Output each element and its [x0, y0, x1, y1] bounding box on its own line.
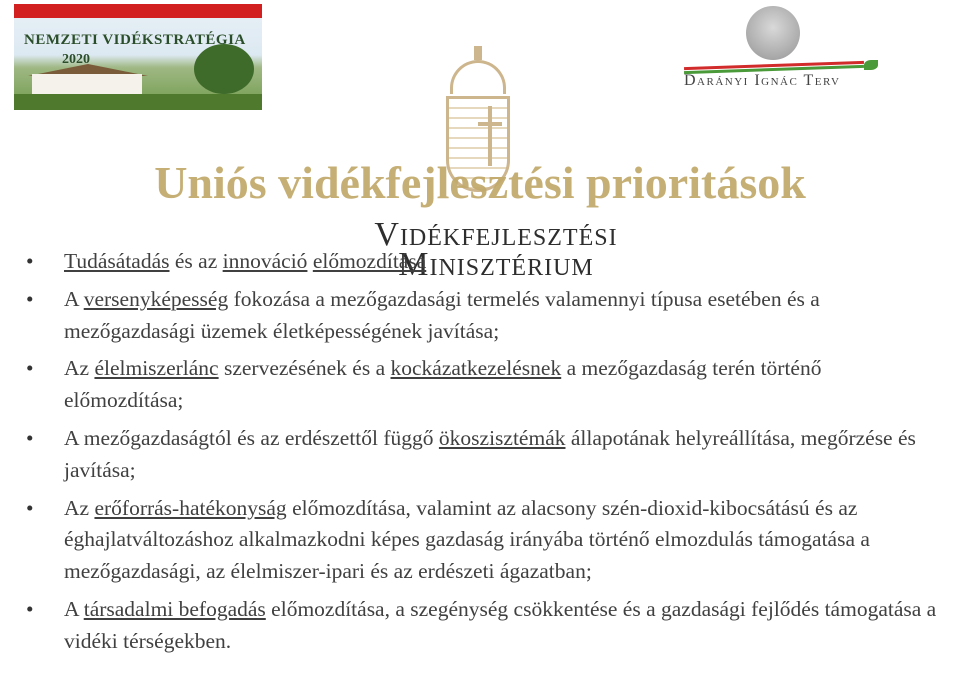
item-text: állapotának helyreállítása, megőrzése és javítása; — [64, 425, 916, 482]
bullet: • — [26, 495, 34, 520]
daranyi-ignac-terv-logo — [676, 6, 896, 92]
priority-list — [26, 246, 946, 664]
bullet: • — [26, 425, 34, 450]
underlined-term: innováció — [222, 249, 308, 273]
item-text: A — [64, 596, 84, 621]
ministry-line2: Minisztérium — [398, 246, 594, 283]
underlined-term: előmozdítása — [312, 249, 427, 273]
item-text: A mezőgazdaságtól és az erdészettől függő — [64, 425, 439, 450]
underlined-term: kockázatkezelésnek — [390, 356, 562, 381]
item-text: fokozása a mezőgazdasági termelés valamennyi típusa esetében és a mezőgazdasági üzemek életképességének javítása; — [64, 286, 820, 343]
item-text: előmozdítása, valamint az alacsony szén-dioxid-kibocsátású és az éghajlatváltozáshoz alkalmazkodni képes gazdaság irányába történő elmozdulás támogatása a mezőgazdasági, az élelmiszer-ipari és az erdészeti ágazatban; — [64, 495, 870, 584]
item-text: a mezőgazdaság terén történő előmozdítása; — [64, 356, 822, 413]
list-item — [26, 423, 946, 487]
underlined-term: Tudásátadás — [64, 249, 170, 273]
logo-line1: NEMZETI VIDÉKSTRATÉGIA — [24, 32, 246, 48]
logo-tree — [194, 44, 254, 94]
list-item — [26, 594, 946, 658]
logo-grass — [14, 94, 262, 110]
shield-cross-horizontal — [478, 122, 502, 126]
underlined-term: társadalmi befogadás — [83, 596, 266, 621]
list-item — [26, 353, 946, 417]
slide-title: Uniós vidékfejlesztési prioritások — [154, 157, 806, 208]
item-text: előmozdítása, a szegénység csökkentése és a gazdasági fejlődés támogatása a vidéki térségekben. — [64, 596, 937, 653]
leaf-icon — [864, 60, 878, 70]
item-text: szervezésének és a — [218, 356, 391, 381]
item-text: Az — [64, 356, 95, 381]
item-text: és az — [169, 249, 223, 273]
nemzeti-videkstrategia-logo — [14, 4, 262, 110]
list-item — [26, 493, 946, 588]
portrait-medal — [746, 6, 800, 60]
crown-cross — [474, 46, 482, 60]
list-item — [26, 284, 946, 348]
item-text: Az — [64, 495, 95, 520]
item-text: A — [64, 286, 84, 311]
bullet: • — [26, 249, 34, 273]
logo-banner — [14, 4, 262, 18]
bullet: • — [26, 596, 34, 621]
daranyi-label: Darányi Ignác Terv — [684, 72, 841, 89]
underlined-term: versenyképesség — [83, 286, 229, 311]
logo-house — [32, 74, 142, 94]
bullet: • — [26, 356, 34, 381]
ministry-line1: Vidékfejlesztési — [374, 216, 618, 253]
crown — [450, 60, 506, 94]
list-item — [26, 246, 946, 283]
underlined-term: ökoszisztémák — [438, 425, 566, 450]
underlined-term: élelmiszerlánc — [94, 356, 219, 381]
underlined-term: erőforrás-hatékonyság — [94, 495, 287, 520]
bullet: • — [26, 286, 34, 311]
logo-line2: 2020 — [62, 52, 90, 67]
